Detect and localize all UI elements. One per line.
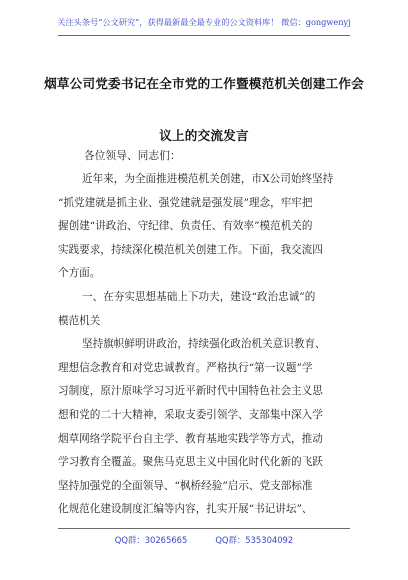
body-line: 烟草网络学院平台自主学、教育基地实践学等方式，推动 xyxy=(58,432,323,445)
salutation: 各位领导、同志们： xyxy=(84,150,181,162)
body-text xyxy=(58,168,350,522)
body-line: 握创建“讲政治、守纪律、负责任、有效率”模范机关的 xyxy=(58,220,313,233)
footer-qq-group-1: QQ群：30265665 xyxy=(114,535,188,545)
body-line: 理想信念教育和对党忠诚教育。严格执行“第一议题”学 xyxy=(58,361,313,374)
footer xyxy=(0,534,408,546)
document-title-line-2: 议上的交流发言 xyxy=(159,128,249,143)
section-heading-line: 一、在夯实思想基础上下功夫，建设“政治忠诚”的 xyxy=(82,290,316,303)
body-line: 实践要求，持续深化模范机关创建工作。下面，我交流四 xyxy=(58,243,323,256)
body-line: “抓党建就是抓主业、强党建就是强发展”理念，牢牢把 xyxy=(58,196,313,209)
document-title-line-1: 烟草公司党委书记在全市党的工作暨模范机关创建工作会 xyxy=(44,76,364,91)
body-line: 习制度，原汁原味学习习近平新时代中国特色社会主义思 xyxy=(58,385,323,398)
body-line: 坚持旗帜鲜明讲政治，持续强化政治机关意识教育、 xyxy=(82,338,326,351)
body-line: 化规范化建设制度汇编等内容，扎实开展“书记讲坛”、 xyxy=(58,503,313,516)
footer-qq-group-2: QQ群：535304092 xyxy=(215,535,294,545)
body-line: 想和党的二十大精神，采取支委引领学、支部集中深入学 xyxy=(58,408,323,421)
header-divider xyxy=(58,35,350,36)
section-heading-line: 模范机关 xyxy=(58,314,101,327)
footer-divider xyxy=(58,528,350,529)
header-banner: 关注头条号“公文研究”，获得最新最全最专业的公文资料库！ 微信：gongwenyj xyxy=(57,17,351,27)
body-line: 学习教育全覆盖。聚焦马克思主义中国化时代化新的飞跃 xyxy=(58,456,323,469)
body-line: 坚持加强党的全面领导、“枫桥经验”启示、党支部标准 xyxy=(58,479,313,492)
body-line: 近年来，为全面推进模范机关创建，市X公司始终坚持 xyxy=(82,173,334,185)
body-line: 个方面。 xyxy=(58,267,101,280)
